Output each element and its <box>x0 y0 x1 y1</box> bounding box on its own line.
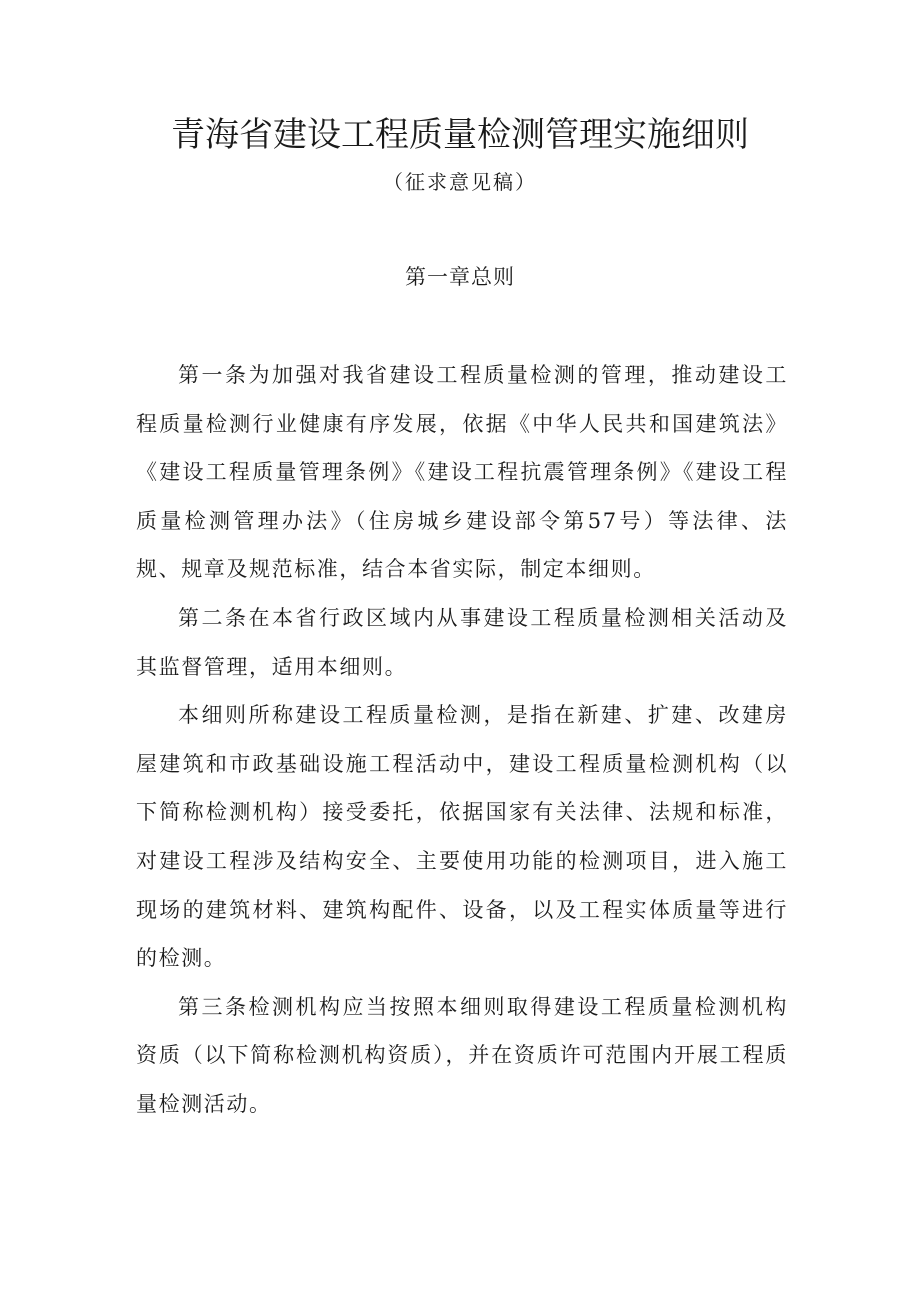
paragraph-article-3: 第三条检测机构应当按照本细则取得建设工程质量检测机构资质（以下简称检测机构资质），并在资质许可范围内开展工程质量检测活动。 <box>136 994 788 1116</box>
chapter-heading: 第一章总则 <box>405 265 515 289</box>
paragraph-article-1: 第一条为加强对我省建设工程质量检测的管理，推动建设工程质量检测行业健康有序发展，依据《中华人民共和国建筑法》《建设工程质量管理条例》《建设工程抗震管理条例》《建设工程质量检测管理办法》（住房城乡建设部令第57号）等法律、法规、规章及规范标准，结合本省实际，制定本细则。 <box>136 363 788 582</box>
document-body <box>136 351 788 1129</box>
paragraph-definition: 本细则所称建设工程质量检测，是指在新建、扩建、改建房屋建筑和市政基础设施工程活动中，建设工程质量检测机构（以下简称检测机构）接受委托，依据国家有关法律、法规和标准，对建设工程涉及结构安全、主要使用功能的检测项目，进入施工现场的建筑材料、建筑构配件、设备，以及工程实体质量等进行的检测。 <box>136 703 788 971</box>
document-subtitle: （征求意见稿） <box>383 170 537 194</box>
document-title: 青海省建设工程质量检测管理实施细则 <box>171 115 749 155</box>
paragraph-article-2: 第二条在本省行政区域内从事建设工程质量检测相关活动及其监督管理，适用本细则。 <box>136 605 788 679</box>
